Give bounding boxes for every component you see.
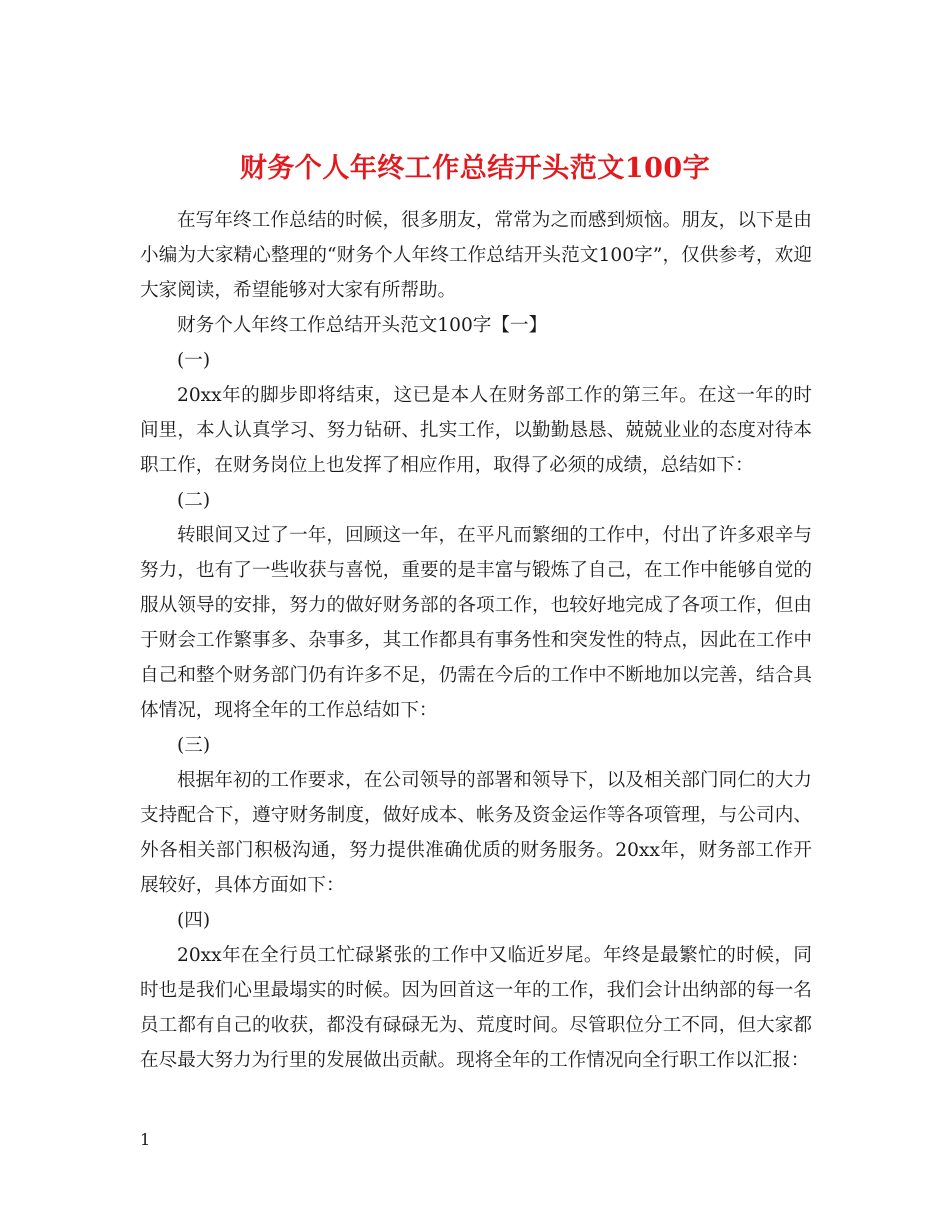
subsection-paragraph-2: 转眼间又过了一年，回顾这一年，在平凡而繁细的工作中，付出了许多艰辛与努力，也有了一些收获与喜悦，重要的是丰富与锻炼了自己，在工作中能够自觉的服从领导的安排，努力的做好财务部的各项工作，也较好地完成了各项工作，但由于财会工作繁事多、杂事多，其工作都具有事务性和突发性的特点，因此在工作中自己和整个财务部门仍有许多不足，仍需在今后的工作中不断地加以完善，结合具体情况，现将全年的工作总结如下： — [140, 525, 812, 721]
subsection-paragraph-1: 20xx年的脚步即将结束，这已是本人在财务部工作的第三年。在这一年的时间里，本人认真学习、努力钻研、扎实工作，以勤勤恳恳、兢兢业业的态度对待本职工作，在财务岗位上也发挥了相应作用，取得了必须的成绩，总结如下： — [140, 385, 812, 476]
document-body — [140, 203, 812, 1078]
subsection-paragraph-3: 根据年初的工作要求，在公司领导的部署和领导下，以及相关部门同仁的大力支持配合下，遵守财务制度，做好成本、帐务及资金运作等各项管理，与公司内、外各相关部门积极沟通，努力提供准确优质的财务服务。20xx年，财务部工作开展较好，具体方面如下： — [140, 770, 812, 896]
subsection-label-2: (二) — [177, 490, 211, 511]
subsection-label-3: (三) — [177, 735, 211, 756]
subsection-label-4: (四) — [177, 910, 211, 931]
subsection-label-1: (一) — [177, 350, 211, 371]
intro-paragraph: 在写年终工作总结的时候，很多朋友，常常为之而感到烦恼。朋友，以下是由小编为大家精心整理的“财务个人年终工作总结开头范文100字”，仅供参考，欢迎大家阅读，希望能够对大家有所帮助。 — [140, 210, 812, 301]
document-title: 财务个人年终工作总结开头范文100字 — [239, 153, 711, 185]
subsection-paragraph-4: 20xx年在全行员工忙碌紧张的工作中又临近岁尾。年终是最繁忙的时候，同时也是我们心里最塌实的时候。因为回首这一年的工作，我们会计出纳部的每一名员工都有自己的收获，都没有碌碌无为、荒度时间。尽管职位分工不同，但大家都在尽最大努力为行里的发展做出贡献。现将全年的工作情况向全行职工作以汇报： — [140, 945, 812, 1071]
page-number: 1 — [140, 1130, 151, 1149]
section-heading: 财务个人年终工作总结开头范文100字【一】 — [177, 315, 548, 336]
